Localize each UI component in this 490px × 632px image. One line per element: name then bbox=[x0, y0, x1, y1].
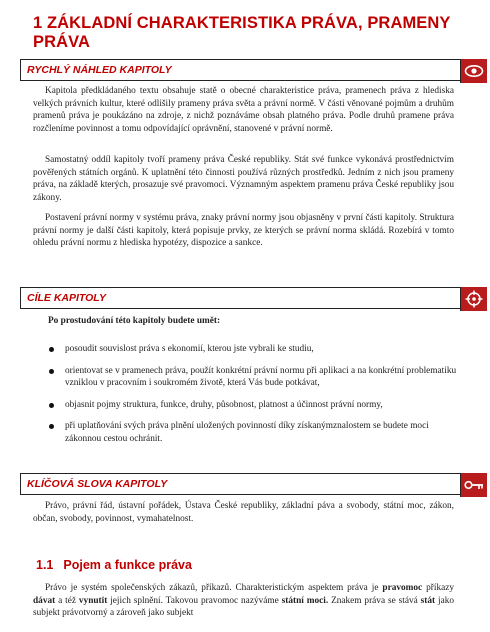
subsection-paragraph: Právo je systém společenských zákazů, příkazů. Charakteristickým aspektem práva je pravomoc příkazy dávat a též vynutit jejich splnění. Takovou pravomoc nazýváme státní moci. Znakem práva se stává stát jako subjekt právotvorný a zároveň jako subjekt bbox=[33, 583, 454, 618]
section-header-keywords bbox=[20, 473, 487, 495]
section-title: KLÍČOVÁ SLOVA KAPITOLY bbox=[27, 478, 168, 490]
chapter-title: 1 ZÁKLADNÍ CHARAKTERISTIKA PRÁVA, PRAMENY PRÁVA bbox=[33, 14, 451, 51]
goals-intro: Po prostudování této kapitoly budete umět: bbox=[48, 316, 221, 326]
section-title: CÍLE KAPITOLY bbox=[27, 292, 106, 304]
crosshair-icon bbox=[460, 287, 487, 311]
subsection-heading bbox=[36, 558, 192, 572]
section-title: RYCHLÝ NÁHLED KAPITOLY bbox=[27, 64, 172, 76]
keywords-text: Právo, právní řád, ústavní pořádek, Ústava České republiky, základní páva a svobody, státní moc, zákon, občan, svobody, povinnost, vymahatelnost. bbox=[33, 501, 454, 524]
list-item: posoudit souvislost práva s ekonomií, kterou jste vybrali ke studiu, bbox=[48, 343, 458, 356]
list-item: při uplatňování svých práva plnění uložených povinností díky získanýmznalostem se budete moci zákonnou cestou ochránit. bbox=[48, 420, 458, 445]
section-header-goals bbox=[20, 287, 487, 309]
subsection-number: 1.1 bbox=[36, 558, 54, 572]
quick-view-paragraph-2: Samostatný oddíl kapitoly tvoří prameny práva České republiky. Stát své funkce vykonává prostřednictvím pověřených státních orgánů. K uplatnění této činnosti používá různých prostředků. Jedním z nich jsou prameny práva, na základě kterých, prosazuje své pravomoci. Významným aspektem pramenu práva České republiky jsou zákony. bbox=[33, 155, 454, 203]
list-item: orientovat se v pramenech práva, použít konkrétní právní normu při aplikaci a na konkrétní problematiku vzniklou v pracovním i soukromém životě, která Vás bude potkávat, bbox=[48, 365, 458, 390]
eye-icon bbox=[460, 59, 487, 83]
section-header-quick-view bbox=[20, 59, 487, 81]
goals-list bbox=[48, 343, 458, 454]
quick-view-paragraph-1: Kapitola předkládaného textu obsahuje statě o obecné charakteristice práva, pramenech práva z hlediska velkých právních kultur, které odlišily prameny práva světa a právní normě. V části věnované pojmům a druhům pramenů práva je poukázáno na zdroje, z nichž poznáváme obsah platného práva. Podle druhů pramene práva rozčleníme povinnost a tomu odpovídající oprávnění, stanovené v právní normě. bbox=[33, 86, 454, 134]
subsection-title: Pojem a funkce práva bbox=[63, 558, 192, 572]
key-icon bbox=[460, 473, 487, 497]
list-item: objasnit pojmy struktura, funkce, druhy, působnost, platnost a účinnost právní normy, bbox=[48, 399, 458, 412]
quick-view-paragraph-3: Postavení právní normy v systému práva, znaky právní normy jsou objasněny v první části kapitoly. Struktura právní normy je další části kapitoly, která popisuje prvky, ze kterých se právní norma skládá. Rozebírá v tomto ohledu právní normu z hlediska hypotézy, dispozice a sankce. bbox=[33, 213, 454, 248]
